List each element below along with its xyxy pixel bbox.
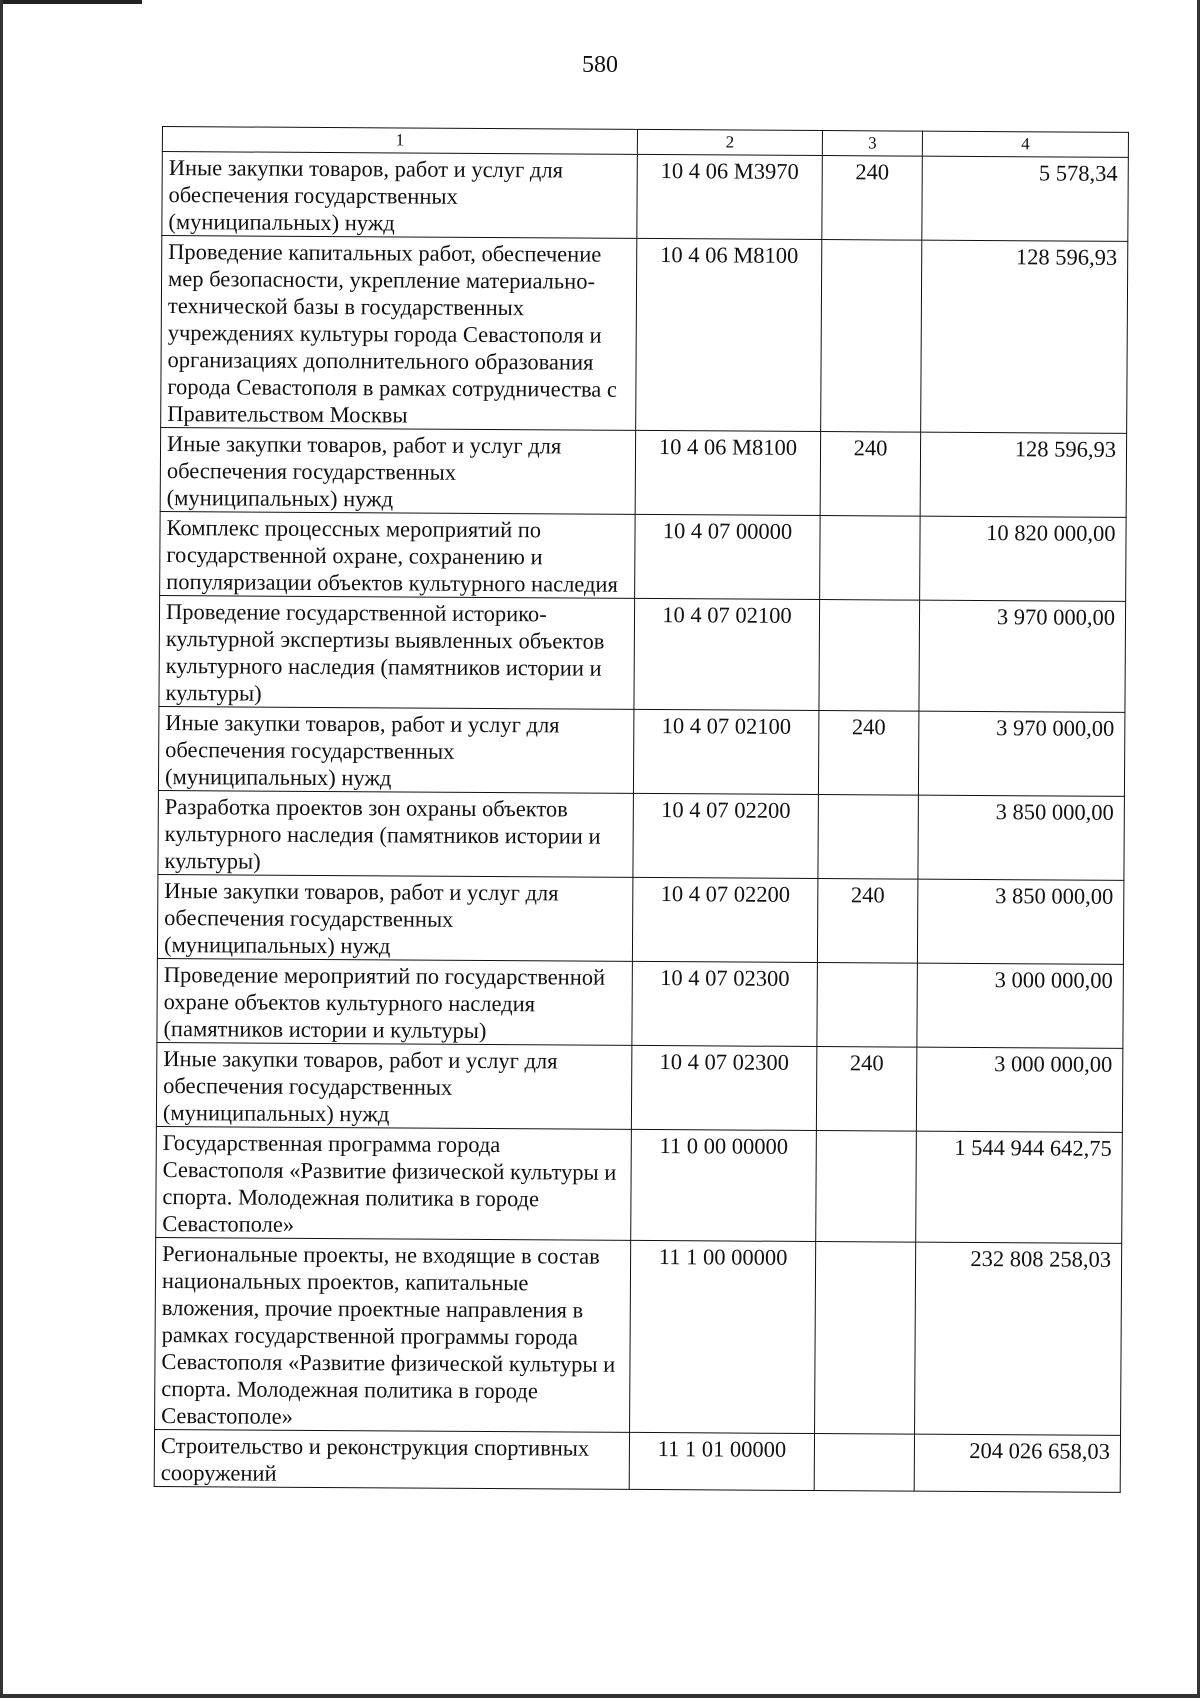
table-row [156,1126,1123,1243]
row-code: 11 0 00 00000 [631,1129,817,1241]
row-type [815,1242,916,1435]
row-code: 10 4 07 02200 [633,793,819,878]
row-name: Иные закупки товаров, работ и услуг для обеспечения государственных (муниципальных) нужд [162,152,638,239]
scan-edge-left [0,0,3,1698]
row-code: 11 1 00 00000 [630,1240,816,1433]
table-row [157,958,1123,1048]
table-row [160,511,1126,601]
row-sum: 3 000 000,00 [916,1047,1123,1132]
row-code: 10 4 07 02200 [632,877,818,962]
table-row [154,1429,1120,1492]
row-name: Иные закупки товаров, работ и услуг для обеспечения государственных (муниципальных) нужд [160,427,636,514]
table-row [159,595,1126,712]
table-row [158,706,1124,796]
row-sum: 204 026 658,03 [914,1434,1120,1492]
row-name: Проведение государственной историко-культурной экспертизы выявленных объектов культурного наследия (памятников истории и культуры) [159,595,635,709]
row-code: 10 4 06 М8100 [635,430,821,515]
row-sum: 3 970 000,00 [919,600,1126,712]
table-row [155,1237,1122,1435]
row-type [816,1131,917,1243]
row-name: Региональные проекты, не входящие в состав национальных проектов, капитальные вложения, прочие проектные направления в рамках государственной программы города Севастополя «Развитие физической культуры и спорта. Молодежная политика в городе Севастополе» [155,1237,631,1432]
row-sum: 1 544 944 642,75 [916,1131,1123,1243]
row-code: 10 4 06 М8100 [636,238,822,431]
row-name: Строительство и реконструкция спортивных сооружений [154,1429,629,1489]
column-header-3: 3 [822,131,922,157]
row-code: 10 4 07 02100 [634,598,820,710]
table-row [161,236,1128,434]
row-type: 240 [818,711,919,796]
column-header-1: 1 [162,127,637,155]
row-sum: 3 850 000,00 [918,795,1125,880]
row-code: 10 4 07 02100 [633,709,819,794]
scan-edge-top [0,0,142,4]
row-type [818,795,919,880]
table-row [160,427,1126,517]
row-sum: 3 850 000,00 [917,879,1124,964]
row-code: 10 4 07 02300 [632,961,818,1046]
row-type [814,1434,914,1492]
row-name: Иные закупки товаров, работ и услуг для обеспечения государственных (муниципальных) нужд [157,874,633,961]
row-type [819,600,920,712]
row-type [820,516,921,601]
row-type [821,240,922,433]
row-code: 11 1 01 00000 [629,1432,814,1490]
row-name: Проведение мероприятий по государственной охране объектов культурного наследия (памятников истории и культуры) [157,958,633,1045]
table-row [157,874,1123,964]
row-sum: 232 808 258,03 [915,1242,1122,1435]
table-row [162,152,1128,242]
table-row [158,790,1124,880]
row-type: 240 [817,879,918,964]
row-type: 240 [820,432,921,517]
row-sum: 10 820 000,00 [920,516,1127,601]
table-row [156,1042,1122,1132]
column-header-2: 2 [637,129,822,155]
row-name: Иные закупки товаров, работ и услуг для обеспечения государственных (муниципальных) нужд [156,1042,632,1129]
page-number: 580 [582,52,618,78]
row-code: 10 4 07 00000 [635,514,821,599]
scan-edge-bottom [0,1694,1200,1698]
row-sum: 3 970 000,00 [918,711,1125,796]
row-name: Государственная программа города Севастополя «Развитие физической культуры и спорта. Молодежная политика в городе Севастополе» [156,1126,632,1240]
row-name: Разработка проектов зон охраны объектов культурного наследия (памятников истории и культуры) [158,790,634,877]
row-type: 240 [822,156,923,241]
table-body [154,152,1128,1493]
row-name: Иные закупки товаров, работ и услуг для обеспечения государственных (муниципальных) нужд [158,706,634,793]
column-header-4: 4 [922,131,1128,157]
row-code: 10 4 07 02300 [631,1045,817,1130]
row-sum: 128 596,93 [920,432,1127,517]
budget-table [154,126,1129,1493]
row-sum: 128 596,93 [921,240,1128,433]
row-sum: 3 000 000,00 [917,963,1124,1048]
row-name: Проведение капитальных работ, обеспечение мер безопасности, укрепление материально-технической базы в государственных учреждениях культуры города Севастополя и организациях дополнительного образования города Севастополя в рамках сотрудничества с Правительством Москвы [161,236,637,431]
row-sum: 5 578,34 [922,156,1129,241]
row-name: Комплекс процессных мероприятий по государственной охране, сохранению и популяризации объектов культурного наследия [160,511,636,598]
row-type [817,963,918,1048]
row-code: 10 4 06 М3970 [637,154,823,239]
row-type: 240 [816,1047,917,1132]
